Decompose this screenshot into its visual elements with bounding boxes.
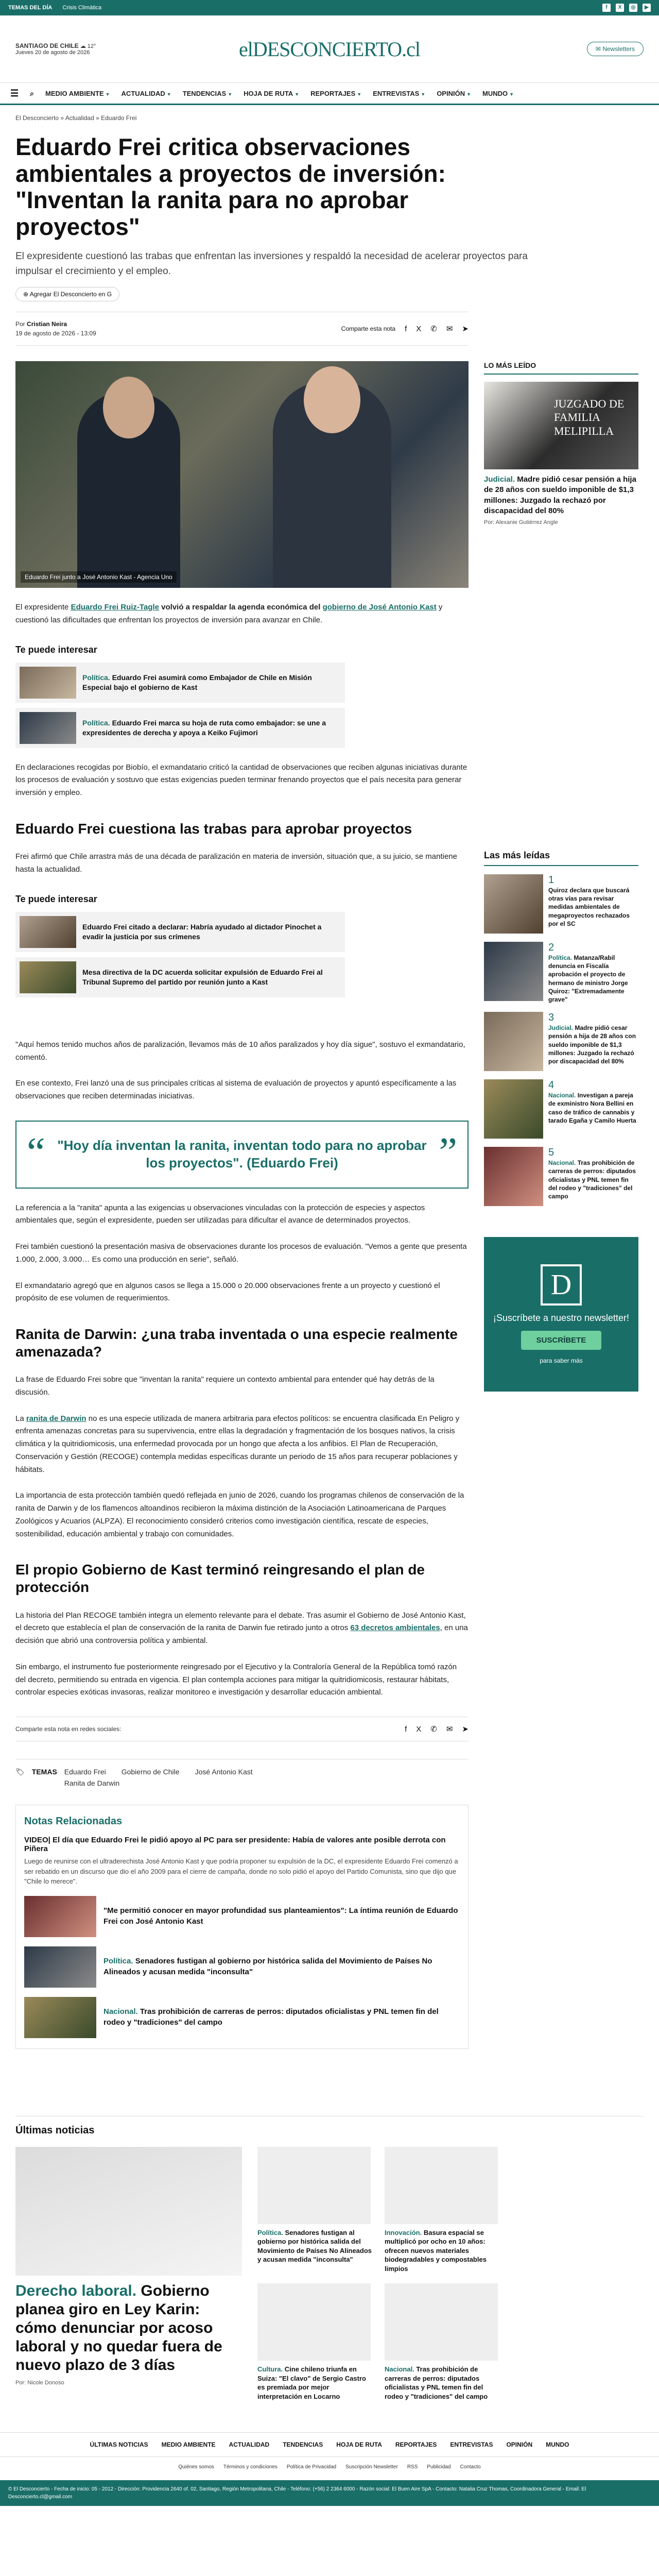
facebook-icon[interactable]: f [405, 1724, 407, 1734]
main-nav [0, 82, 659, 105]
tag-link[interactable]: Ranita de Darwin [64, 1779, 120, 1788]
footer-link[interactable]: Publicidad [427, 2464, 451, 2470]
topbar-social [602, 4, 651, 12]
paragraph: Frei afirmó que Chile arrastra más de una década de paralización en materia de inversión, situación que, a su juicio, se mantiene hasta la actualidad. [15, 852, 457, 874]
footer-link[interactable]: Suscripción Newsletter [345, 2464, 398, 2470]
lead-headline[interactable]: Judicial. Madre pidió cesar pensión a hija de 28 años con sueldo imponible de $1,3 millones: Juzgado la rechazó por discapacidad del 80% [484, 475, 636, 515]
related-list [15, 912, 469, 997]
footer-nav-item[interactable]: REPORTAJES [395, 2441, 437, 2448]
related-heading: Te puede interesar [15, 644, 97, 655]
share-label: Comparte esta nota en redes sociales: [15, 1725, 122, 1733]
related-heading: Te puede interesar [15, 893, 97, 904]
site-logo[interactable]: elDESCONCIERTO.cl [238, 37, 421, 61]
lead-image[interactable]: JUZGADO DE FAMILIA MELIPILLA [484, 382, 638, 469]
section-heading: Eduardo Frei cuestiona las trabas para aprobar proyectos [15, 820, 412, 837]
footer-link[interactable]: Quiénes somos [178, 2464, 214, 2470]
facebook-icon[interactable]: f [405, 324, 407, 333]
x-icon[interactable]: X [416, 324, 422, 333]
paragraph: La importancia de esta protección también quedó reflejada en junio de 2026, cuando los programas chilenos de conservación de la ranita de Darwin y de los flamencos altoandinos recibieron la máxima distinción de la Asociación Latinoamericana de Parques Zoológicos y Acuarios (ALPZA). El reconocimiento consideró criterios como investigación científica, rescate de especies, sostenibilidad, educación ambiental y trabajo con comunidades. [15, 1491, 464, 1538]
instagram-icon[interactable]: ◎ [629, 4, 637, 12]
latest-news [15, 2116, 644, 2401]
footer-link[interactable]: Términos y condiciones [223, 2464, 278, 2470]
latest-card[interactable]: Cultura. Cine chileno triunfa en Suiza: "El clavo" de Sergio Castro es premiada por mejor interpretación en Locarno [257, 2283, 372, 2401]
most-viewed-item[interactable]: 3 Judicial. Madre pidió cesar pensión a hija de 28 años con sueldo imponible de $1,3 millones: Juzgado la rechazó por discapacidad del 80% [484, 1012, 638, 1071]
legal-footer: © El Desconcierto - Fecha de inicio: 05 - 2012 - Dirección: Providencia 2640 of. 02, Santiago, Región Metropolitana, Chile - Teléfono: (+56) 2 2364 6000 - Razón social: El Buen Aire SpA - Contacto: Natalia Cruz Thomas, Coordinadora General - Email: El Desconcierto.cl@gmail.com [0, 2480, 659, 2506]
youtube-icon[interactable]: ▶ [643, 4, 651, 12]
paragraph: El expresidente Eduardo Frei Ruiz-Tagle volvió a respaldar la agenda económica del gobierno de José Antonio Kast y cuestionó las dificultades que enfrentan los proyectos de inversión para avanzar en Chile. [15, 603, 443, 624]
footer-nav-item[interactable]: MEDIO AMBIENTE [161, 2441, 216, 2448]
header-date: Jueves 20 de agosto de 2026 [15, 49, 90, 56]
footer-link[interactable]: Contacto [460, 2464, 481, 2470]
most-viewed-item[interactable]: 2 Política. Matanza/Rabil denuncia en Fiscalía aprobación el proyecto de hermano de ministro Jorge Quiroz: "Extremadamente grave" [484, 942, 638, 1004]
top-bar [0, 0, 659, 15]
cloud-icon: ☁ [80, 43, 86, 49]
lead-author: Por: Alexanie Gutiérrez Angle [484, 519, 558, 526]
share-bar-bottom [15, 1717, 469, 1741]
note-item[interactable]: Política. Senadores fustigan al gobierno por histórica salida del Movimiento de Países No Alineados y acusan medida "inconsulta" [24, 1946, 460, 1988]
footer-nav-item[interactable]: HOJA DE RUTA [336, 2441, 382, 2448]
author-link[interactable]: Eduardo Frei Ruiz-Tagle [71, 603, 159, 612]
footer-nav [0, 2432, 659, 2457]
nav-item[interactable]: REPORTAJES ▼ [310, 89, 362, 97]
weather-temp: 12° [87, 43, 96, 49]
topbar-link[interactable]: Crisis Climática [62, 5, 102, 11]
latest-lead[interactable]: Derecho laboral. Gobierno planea giro en Ley Karin: cómo denunciar por acoso laboral y no quedar fuera de nuevo plazo de 3 días Por: Nicole Donoso [15, 2147, 242, 2401]
mail-icon: ✉ [595, 45, 601, 53]
subscribe-button[interactable]: SUSCRÍBETE [521, 1331, 602, 1350]
most-viewed-item[interactable]: 5 Nacional. Tras prohibición de carreras de perros: diputados oficialistas y PNL temen fin del rodeo y "tradiciones" del campo [484, 1147, 638, 1206]
topbar-label: TEMAS DEL DÍA [8, 5, 53, 11]
darwin-link[interactable]: ranita de Darwin [26, 1414, 86, 1423]
nav-item[interactable]: MUNDO ▼ [482, 89, 514, 97]
nav-item[interactable]: ENTREVISTAS ▼ [373, 89, 426, 97]
most-viewed-item[interactable]: 1 Quiroz declara que buscará otras vías para revisar medidas ambientales de megaproyectos rechazados por el SC [484, 874, 638, 934]
most-read-label: LO MÁS LEÍDO [484, 361, 638, 375]
note-item[interactable]: Nacional. Tras prohibición de carreras de perros: diputados oficialistas y PNL temen fin del rodeo y "tradiciones" del campo [24, 1997, 460, 2038]
article-dek: El expresidente cuestionó las trabas que enfrentan las inversiones y respaldó la necesidad de acelerar proyectos para impulsar el crecimiento y el empleo. [15, 251, 528, 277]
telegram-icon[interactable]: ➤ [462, 325, 469, 334]
paragraph: "Aquí hemos tenido muchos años de paralización, llevamos más de 10 años paralizados y hoy día sigue", sostuvo el exmandatario, comentó. [15, 1040, 465, 1062]
search-icon[interactable]: ⌕ [30, 89, 34, 97]
author-block: Por Cristian Neira 19 de agosto de 2026 - 13:09 [15, 320, 96, 337]
x-icon[interactable]: X [416, 1724, 422, 1734]
quote-text: "Hoy día inventan la ranita, inventan todo para no aprobar los proyectos". (Eduardo Frei) [57, 1137, 427, 1171]
paragraph: En ese contexto, Frei lanzó una de sus principales críticas al sistema de evaluación de proyectos y apuntó específicamente a las observaciones que reciben determinadas iniciativas. [15, 1079, 457, 1101]
gov-link[interactable]: gobierno de José Antonio Kast [322, 603, 437, 612]
nav-item[interactable]: OPINIÓN ▼ [437, 89, 472, 97]
d-logo-icon: D [541, 1264, 582, 1306]
footer-nav-item[interactable]: ÚLTIMAS NOTICIAS [90, 2441, 148, 2448]
paragraph: La ranita de Darwin no es una especie utilizada de manera arbitraria para efectos políticos: se encuentra clasificada En Peligro y enfrenta amenazas concretas para su supervivencia, entre ellas la degradación y fragmentación de los bosques nativos, la crisis climática y la quitridiomicosis, una enfermedad provocada por un hongo que afecta a los anfibios. El Plan de Recuperación, Conservación y Gestión (RECOGE) contempla medidas específicas durante un periodo de 15 años para recuperar poblaciones y hábitats. [15, 1414, 460, 1474]
open-quote-icon: “ [27, 1129, 45, 1175]
section-heading: Ranita de Darwin: ¿una traba inventada o una especie realmente amenazada? [15, 1326, 458, 1360]
tag-link[interactable]: José Antonio Kast [195, 1768, 253, 1776]
article-date: 19 de agosto de 2026 - 13:09 [15, 330, 96, 337]
hero-caption: Eduardo Frei junto a José Antonio Kast - Agencia Uno [21, 571, 177, 583]
share-label: Comparte esta nota [341, 325, 396, 333]
latest-card[interactable]: Política. Senadores fustigan al gobierno por histórica salida del Movimiento de Países No Alineados y acusan medida "inconsulta" [257, 2147, 372, 2274]
mail-icon[interactable]: ✉ [446, 325, 453, 334]
whatsapp-icon[interactable]: ✆ [430, 1725, 437, 1734]
paragraph: La referencia a la "ranita" apunta a las exigencias u observaciones vinculadas con la protección de especies y aspectos ambientales que, según el expresidente, pueden ser utilizadas para dificultar el avance de determinados proyectos. [15, 1203, 425, 1225]
facebook-icon[interactable]: f [602, 4, 611, 12]
hero-image [15, 361, 469, 588]
newsletter-title: ¡Suscríbete a nuestro newsletter! [493, 1313, 630, 1324]
paragraph: Frei también cuestionó la presentación masiva de observaciones durante los procesos de evaluación. "Vemos a gente que presenta 1.000, 2.000, 3.000… Es como una producción en serie", señaló. [15, 1242, 467, 1264]
most-viewed-item[interactable]: 4 Nacional. Investigan a pareja de exministro Nora Bellini en caso de tráfico de cannabis y tarado Egaña y Camilo Huerta [484, 1079, 638, 1139]
tag-link[interactable]: Eduardo Frei [64, 1768, 106, 1776]
byline [15, 312, 469, 346]
related-list [15, 663, 469, 748]
pull-quote [15, 1121, 469, 1189]
latest-card[interactable]: Innovación. Basura espacial se multiplicó por ocho en 10 años: ofrecen nuevos materiales biodegradables y compostables limpios [385, 2147, 499, 2274]
weather-city: SANTIAGO DE CHILE [15, 42, 79, 49]
newsletter-box [484, 1237, 638, 1392]
footer-link[interactable]: Política de Privacidad [286, 2464, 337, 2470]
decrees-link[interactable]: 63 decretos ambientales [350, 1623, 440, 1633]
note-item[interactable]: "Me permitió conocer en mayor profundidad sus planteamientos": La íntima reunión de Eduardo Frei con José Antonio Kast [24, 1896, 460, 1937]
most-viewed [484, 850, 638, 1206]
tags-label: TEMAS [31, 1768, 57, 1776]
related-notes [15, 1805, 469, 2049]
sidebar [484, 361, 638, 2049]
x-icon[interactable]: X [616, 4, 624, 12]
note-excerpt: Luego de reunirse con el ultraderechista José Antonio Kast y que podría proponer su expulsión de la DC, el expresidente Eduardo Frei comenzó a ser rebatido en un discurso que dio el año 2009 para el cierre de campaña, donde no solo pidió el apoyo del Partido Comunista, sino que dijo que "Chile lo merece". [24, 1857, 458, 1886]
footer-links [0, 2457, 659, 2480]
footer-link[interactable]: RSS [407, 2464, 418, 2470]
latest-author: Por: Nicole Donoso [15, 2379, 64, 2386]
mail-icon[interactable]: ✉ [446, 1725, 453, 1734]
paragraph: Sin embargo, el instrumento fue posteriormente reingresado por el Ejecutivo y la Contraloría General de la República tomó razón del decreto, permitiendo su entrada en vigencia. El plan contempla acciones para mitigar la quitridiomicosis, restaurar hábitats, controlar especies exóticas invasoras, realizar monitoreo e investigación y desarrollar educación ambiental. [15, 1662, 457, 1697]
footer-nav-item[interactable]: TENDENCIAS [283, 2441, 323, 2448]
most-read-lead [484, 361, 638, 526]
related-item[interactable]: Política. Eduardo Frei marca su hoja de ruta como embajador: se une a expresidentes de derecha y apoya a Keiko Fujimori [15, 708, 345, 748]
tags-bar [15, 1759, 469, 1787]
related-item[interactable]: Eduardo Frei citado a declarar: Habría ayudado al dictador Pinochet a evadir la justicia por sus crímenes [15, 912, 345, 952]
google-icon: ⊕ [23, 291, 29, 298]
site-header [0, 15, 659, 82]
latest-title: Últimas noticias [15, 2124, 95, 2136]
footer-nav-item[interactable]: MUNDO [546, 2441, 569, 2448]
article-title: Eduardo Frei critica observaciones ambientales a proyectos de inversión: "Inventan la ranita para no aprobar proyectos" [15, 133, 446, 240]
nav-item[interactable]: TENDENCIAS ▼ [182, 89, 233, 97]
tag-link[interactable]: Gobierno de Chile [121, 1768, 180, 1776]
paragraph: La frase de Eduardo Frei sobre que "inventan la ranita" requiere un contexto ambiental para entender qué hay detrás de la discusión. [15, 1375, 435, 1397]
note-item[interactable]: VIDEO| El día que Eduardo Frei le pidió apoyo al PC para ser presidente: Había de valores ante posible derrota con Piñera Luego de reunirse con el ultraderechista José Antonio Kast y que podría proponer su expulsión de la DC, el expresidente Eduardo Frei comenzó a ser rebatido en un discurso que dio el año 2009 para el cierre de campaña, donde no solo pidió el apoyo del Partido Comunista, sino que dijo que "Chile lo merece". [24, 1836, 460, 1887]
related-item[interactable]: Política. Eduardo Frei asumirá como Embajador de Chile en Misión Especial bajo el gobierno de Kast [15, 663, 345, 703]
related-item[interactable]: Mesa directiva de la DC acuerda solicitar expulsión de Eduardo Frei al Tribunal Supremo del partido por reunión junto a Kast [15, 957, 345, 997]
google-news-button[interactable]: ⊕ Agregar El Desconcierto en G [15, 287, 119, 301]
telegram-icon[interactable]: ➤ [462, 1725, 469, 1734]
nav-item[interactable]: MEDIO AMBIENTE ▼ [45, 89, 110, 97]
footer-nav-item[interactable]: ENTREVISTAS [450, 2441, 493, 2448]
latest-card[interactable]: Nacional. Tras prohibición de carreras de perros: diputados oficialistas y PNL temen fin del rodeo y "tradiciones" del campo [385, 2283, 499, 2401]
footer-nav-item[interactable]: OPINIÓN [506, 2441, 533, 2448]
article-body [15, 361, 469, 2049]
menu-icon[interactable]: ☰ [10, 88, 19, 98]
paragraph: El exmandatario agregó que en algunos casos se llega a 15.000 o 20.000 observaciones frente a un proyecto y cuestionó el propósito de ese volumen de requerimientos. [15, 1281, 440, 1303]
tag-icon: 🏷 [15, 1768, 25, 1776]
footer-nav-item[interactable]: ACTUALIDAD [229, 2441, 270, 2448]
paragraph: En declaraciones recogidas por Biobío, el exmandatario criticó la cantidad de observaciones que reciben algunas iniciativas durante los procesos de evaluación y sostuvo que estas exigencias pueden terminar frenando proyectos que el país necesita para generar inversión y empleo. [15, 762, 467, 798]
notes-title: Notas Relacionadas [24, 1816, 123, 1827]
author-name[interactable]: Cristian Neira [27, 320, 67, 328]
nav-item[interactable]: HOJA DE RUTA ▼ [244, 89, 300, 97]
most-viewed-title: Las más leídas [484, 850, 638, 866]
nav-item[interactable]: ACTUALIDAD ▼ [121, 89, 171, 97]
newsletter-sub: para saber más [540, 1357, 583, 1365]
whatsapp-icon[interactable]: ✆ [430, 325, 437, 334]
paragraph: La historia del Plan RECOGE también integra un elemento relevante para el debate. Tras asumir el Gobierno de José Antonio Kast, el decreto que establecía el plan de conservación de la ranita de Darwin fue retirado junto a otros 63 decretos ambientales, en una decisión que abrió una controversia política y ambiental. [15, 1611, 468, 1646]
breadcrumb[interactable]: El Desconcierto » Actualidad » Eduardo Frei [15, 114, 137, 122]
share-bar [341, 324, 469, 333]
section-heading: El propio Gobierno de Kast terminó reingresando el plan de protección [15, 1562, 425, 1596]
newsletter-button[interactable]: ✉ Newsletters [587, 42, 644, 56]
close-quote-icon: ” [439, 1129, 457, 1175]
